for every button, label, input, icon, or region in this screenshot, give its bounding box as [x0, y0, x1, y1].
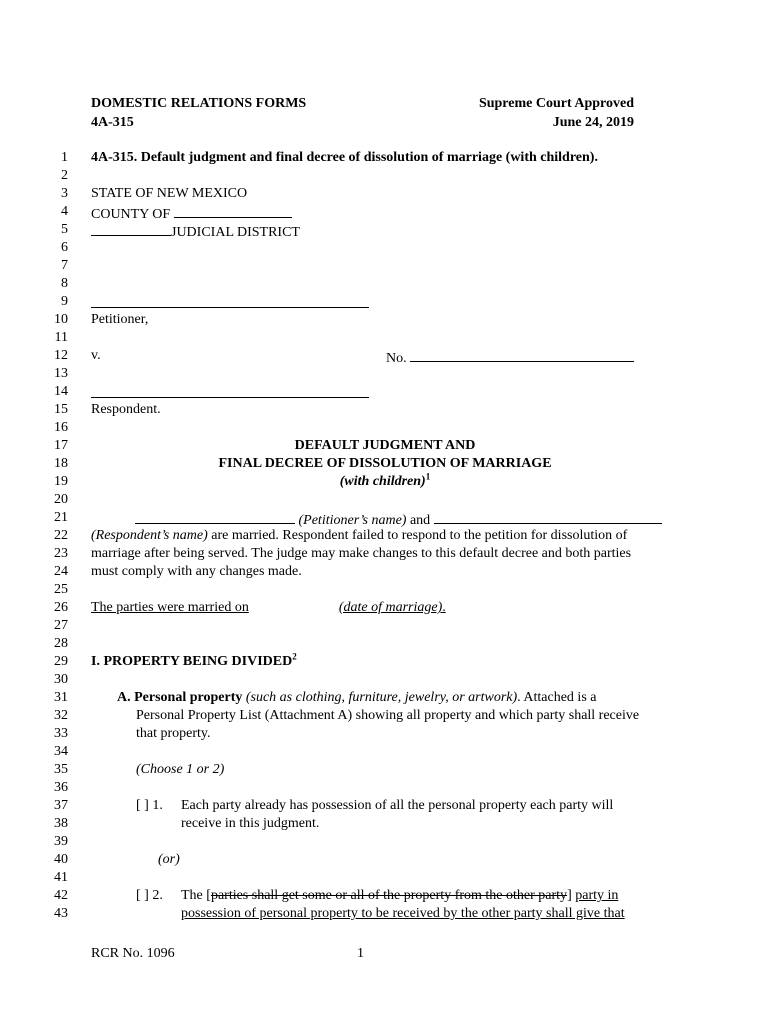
subsection-a-line31-rest: . Attached is a — [517, 690, 597, 705]
line-number: 19 — [54, 474, 68, 489]
with-children: (with children) — [339, 474, 426, 489]
subsection-a-line31 — [117, 689, 596, 707]
marriage-date-hint: (date of marriage) — [338, 600, 443, 615]
county-label: COUNTY OF — [91, 207, 171, 222]
marriage-date-suffix: . — [442, 600, 446, 615]
header-form-number: 4A-315 — [91, 115, 134, 130]
line-number: 30 — [54, 672, 68, 687]
line-number: 32 — [54, 708, 68, 723]
line-number: 34 — [54, 744, 68, 759]
line-number: 3 — [61, 186, 68, 201]
option-2-struck-text: parties shall get some or all of the property from the other party — [210, 888, 568, 903]
line-number: 21 — [54, 510, 68, 525]
line-number: 43 — [54, 906, 68, 921]
line-number: 8 — [61, 276, 68, 291]
line-number: 24 — [54, 564, 68, 579]
footnote-2[interactable]: 2 — [292, 651, 297, 662]
petitioner-label: Petitioner, — [91, 312, 149, 327]
line-number: 27 — [54, 618, 68, 633]
line-number: 7 — [61, 258, 68, 273]
option-1-box[interactable]: [ ] 1. — [136, 798, 163, 813]
option-2-bracket: ] — [567, 888, 576, 903]
option-2-line2: possession of personal property to be received by the other party shall give that — [181, 906, 625, 921]
line-number: 14 — [54, 384, 68, 399]
line-number: 20 — [54, 492, 68, 507]
petitioner-blank[interactable] — [91, 293, 369, 308]
option-1-line1: Each party already has possession of all the personal property each party will — [181, 798, 614, 813]
decree-title-line2: FINAL DECREE OF DISSOLUTION OF MARRIAGE — [218, 456, 552, 471]
line-number: 41 — [54, 870, 68, 885]
line-number: 42 — [54, 888, 68, 903]
footnote-1[interactable]: 1 — [425, 471, 431, 482]
district-blank[interactable] — [91, 221, 171, 236]
petitioner-name-hint: (Petitioner’s name) — [298, 513, 407, 528]
line-number: 10 — [54, 312, 68, 327]
subsection-a-line32: Personal Property List (Attachment A) showing all property and which party shall receive — [136, 708, 640, 723]
line-number: 25 — [54, 582, 68, 597]
line-number: 33 — [54, 726, 68, 741]
county-blank[interactable] — [174, 203, 292, 218]
header-approval: Supreme Court Approved — [478, 96, 634, 111]
line-number: 23 — [54, 546, 68, 561]
respondent-blank[interactable] — [91, 383, 369, 398]
decree-title-line3 — [91, 473, 679, 491]
or-separator: (or) — [158, 852, 180, 867]
respondent-name-blank[interactable] — [434, 509, 662, 524]
respondent-name-hint: (Respondent’s name) — [91, 528, 208, 543]
footer-page-number: 1 — [357, 946, 364, 961]
header-forms-title: DOMESTIC RELATIONS FORMS — [91, 96, 307, 111]
line-number: 13 — [54, 366, 68, 381]
line-number: 11 — [54, 330, 68, 345]
intro-line-22-text: are married. Respondent failed to respond to the petition for dissolution of — [207, 528, 628, 543]
and-text: and — [406, 513, 434, 528]
intro-line-23: marriage after being served. The judge may make changes to this default decree and both parties — [91, 546, 632, 561]
caption-state: STATE OF NEW MEXICO — [91, 186, 248, 201]
caption-district — [91, 221, 300, 242]
line-number: 5 — [61, 222, 68, 237]
line-number: 9 — [61, 294, 68, 309]
subsection-a-label: A. — [117, 690, 135, 705]
decree-title-line1: DEFAULT JUDGMENT AND — [294, 438, 476, 453]
marriage-date-prefix: The parties were married on — [91, 600, 249, 615]
case-number — [386, 347, 634, 368]
option-2-line1 — [181, 887, 618, 905]
footer-rcr-number: RCR No. 1096 — [91, 946, 175, 961]
line-number: 26 — [54, 600, 68, 615]
option-1-line2: receive in this judgment. — [181, 816, 320, 831]
line-number: 40 — [54, 852, 68, 867]
line-number: 22 — [54, 528, 68, 543]
line-number: 29 — [54, 654, 68, 669]
case-number-blank[interactable] — [410, 347, 634, 362]
marriage-date-blank[interactable] — [249, 599, 339, 617]
line-number: 28 — [54, 636, 68, 651]
district-label: JUDICIAL DISTRICT — [171, 225, 300, 240]
section-heading-text: I. PROPERTY BEING DIVIDED — [91, 654, 293, 669]
option-2-the: The [ — [181, 888, 211, 903]
option-2-box[interactable]: [ ] 2. — [136, 888, 163, 903]
line-number: 6 — [61, 240, 68, 255]
line-number: 36 — [54, 780, 68, 795]
case-number-label: No. — [386, 351, 407, 366]
line-number: 4 — [61, 204, 68, 219]
line-number: 35 — [54, 762, 68, 777]
line-number: 39 — [54, 834, 68, 849]
petitioner-name-blank[interactable] — [135, 509, 295, 524]
respondent-label: Respondent. — [91, 402, 161, 417]
subsection-a-line33: that property. — [136, 726, 211, 741]
personal-property-title: Personal property — [134, 690, 243, 705]
line-number: 31 — [54, 690, 68, 705]
marriage-date-line — [91, 599, 446, 617]
line-number: 17 — [54, 438, 68, 453]
personal-property-examples: (such as clothing, furniture, jewelry, or artwork) — [245, 690, 518, 705]
line-number: 38 — [54, 816, 68, 831]
line-number: 12 — [54, 348, 68, 363]
line-number: 15 — [54, 402, 68, 417]
choose-instruction: (Choose 1 or 2) — [136, 762, 225, 777]
header-date: June 24, 2019 — [552, 115, 634, 130]
line-number: 37 — [54, 798, 68, 813]
line-number: 16 — [54, 420, 68, 435]
option-2-added-text: party in — [575, 888, 619, 903]
line-number: 18 — [54, 456, 68, 471]
line-number: 1 — [61, 150, 68, 165]
section-property-heading — [91, 653, 297, 671]
intro-line-24: must comply with any changes made. — [91, 564, 302, 579]
versus: v. — [91, 348, 101, 363]
form-title: 4A-315. Default judgment and final decree of dissolution of marriage (with children). — [91, 150, 598, 165]
intro-line-22 — [91, 527, 627, 545]
line-number: 2 — [61, 168, 68, 183]
